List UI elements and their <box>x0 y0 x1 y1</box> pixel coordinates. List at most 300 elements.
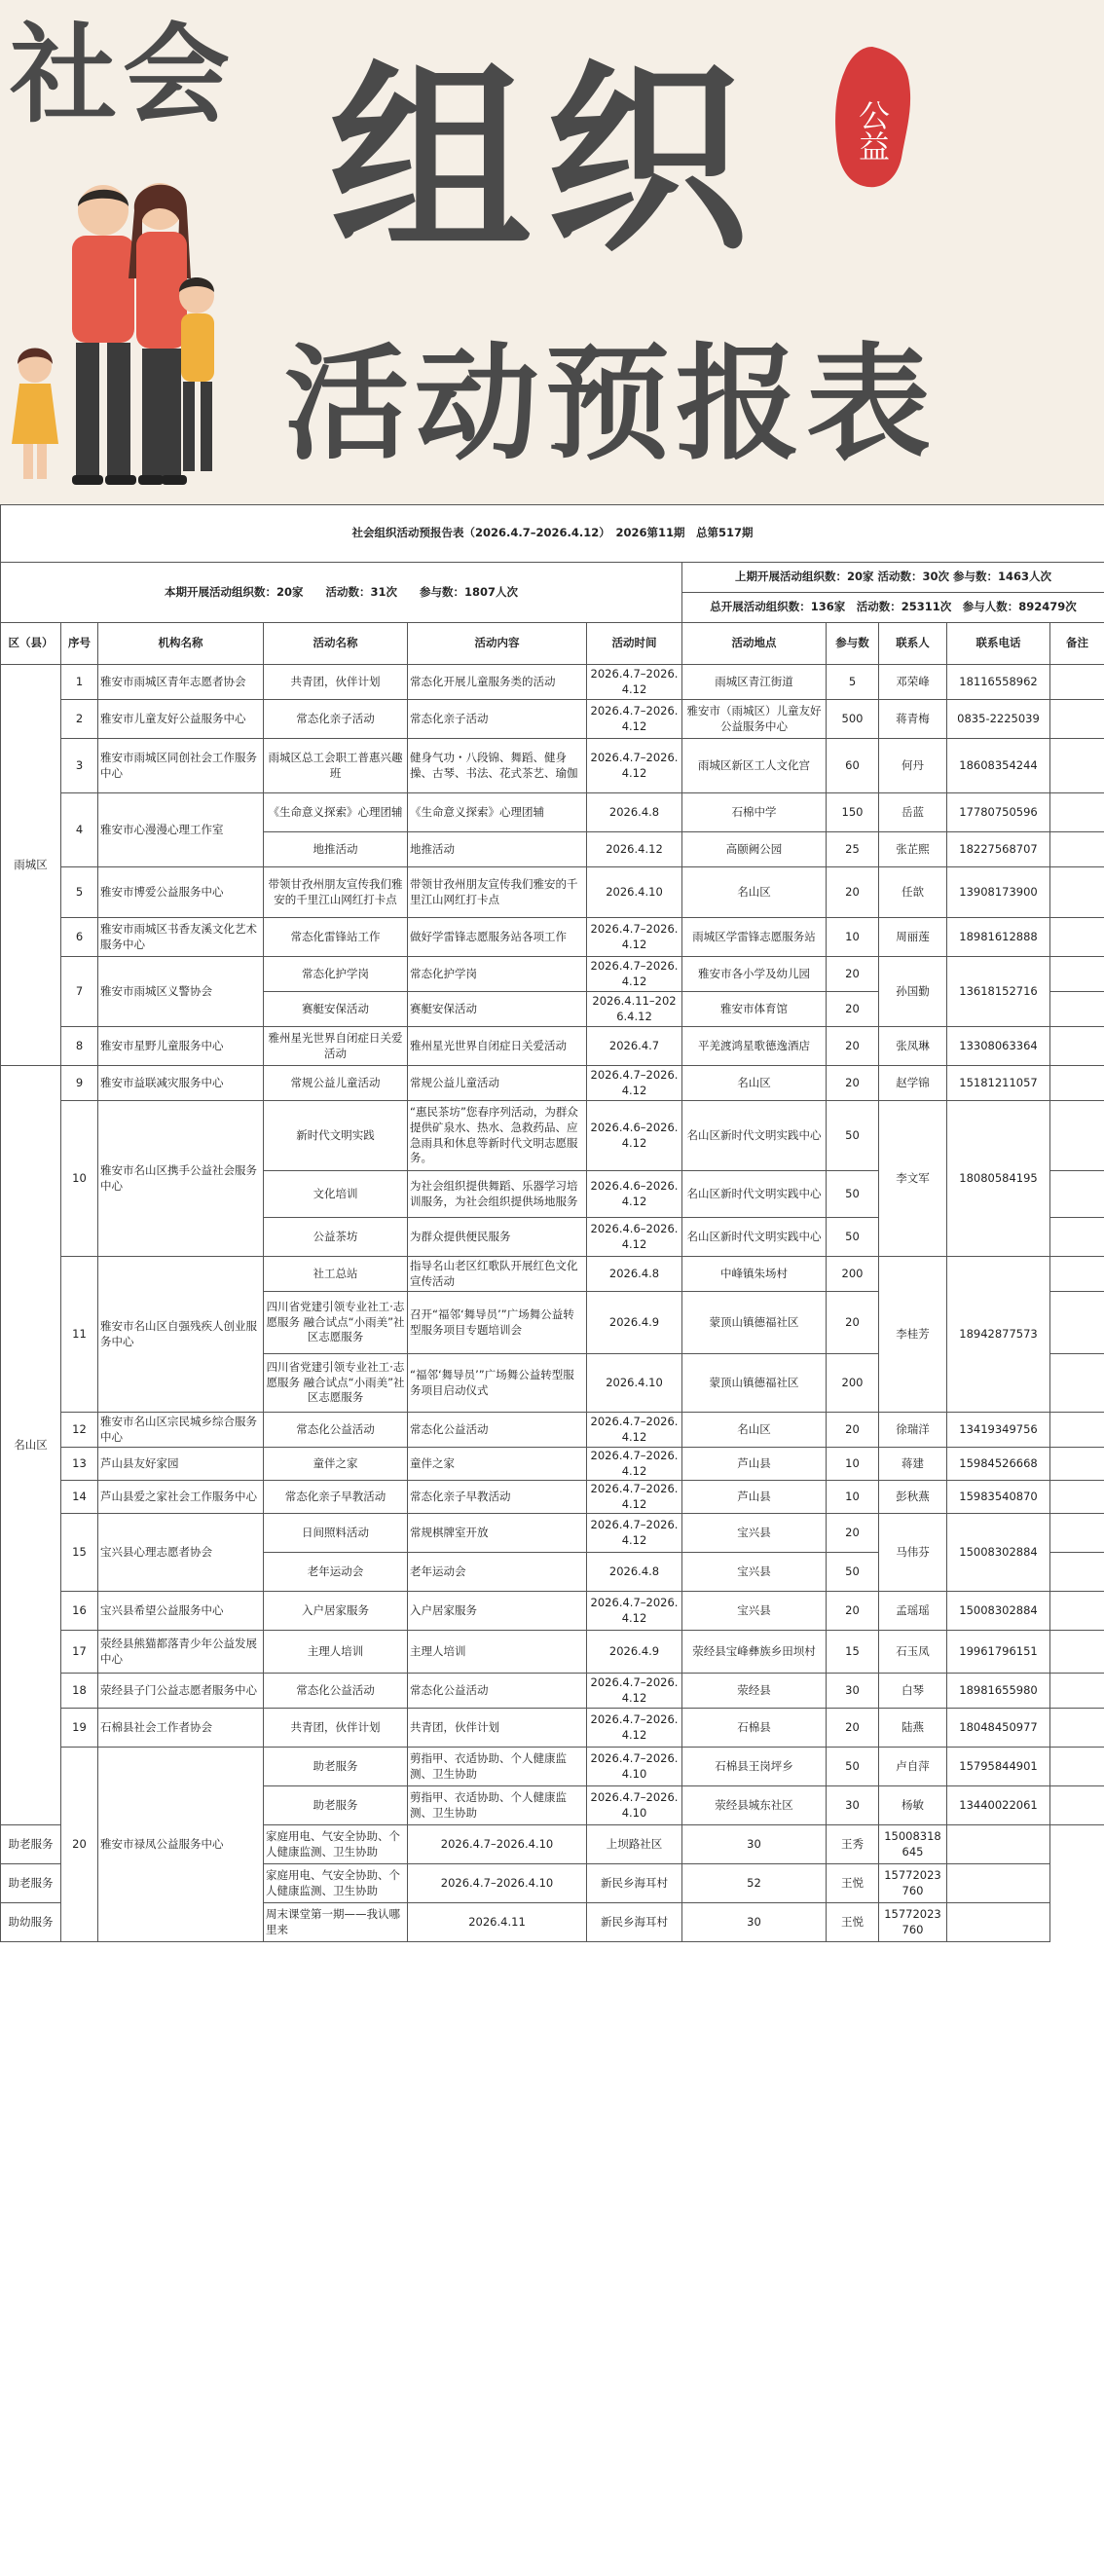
cell-phone: 18608354244 <box>947 739 1050 793</box>
cell-participants: 20 <box>827 867 879 918</box>
cell-place: 蒙顶山镇德福社区 <box>682 1354 827 1413</box>
cell-participants: 10 <box>827 918 879 957</box>
cell-contact: 王悦 <box>827 1903 879 1942</box>
cell-time: 2026.4.11 <box>408 1903 587 1942</box>
cell-activity: 共青团，伙伴计划 <box>264 1709 408 1748</box>
cell-place: 石棉县王岗坪乡 <box>682 1748 827 1786</box>
cell-content: 为群众提供便民服务 <box>408 1218 587 1257</box>
cell-org: 芦山县友好家园 <box>98 1448 264 1481</box>
cell-org: 雅安市禄凤公益服务中心 <box>98 1748 264 1942</box>
cell-phone: 13908173900 <box>947 867 1050 918</box>
cell-participants: 50 <box>827 1171 879 1218</box>
cell-participants: 15 <box>827 1631 879 1674</box>
cell-org: 宝兴县希望公益服务中心 <box>98 1592 264 1631</box>
cell-no: 18 <box>61 1674 98 1709</box>
cell-contact: 陆燕 <box>879 1709 947 1748</box>
cell-remark <box>1050 700 1104 739</box>
cell-time: 2026.4.8 <box>587 1553 682 1592</box>
cell-phone: 15983540870 <box>947 1481 1050 1514</box>
cell-remark <box>1050 1027 1104 1066</box>
cell-remark <box>1050 1786 1104 1825</box>
cell-content: 剪指甲、衣适协助、个人健康监测、卫生协助 <box>408 1786 587 1825</box>
cell-activity: 常态化公益活动 <box>264 1674 408 1709</box>
cell-place: 荥经县 <box>682 1674 827 1709</box>
cell-no: 1 <box>61 665 98 700</box>
cell-participants: 25 <box>827 832 879 867</box>
cell-org: 荥经县熊猫都落青少年公益发展中心 <box>98 1631 264 1674</box>
table-row <box>1 957 1104 992</box>
table-row <box>1 1101 1104 1171</box>
cell-content: 常态化亲子早教活动 <box>408 1481 587 1514</box>
cell-no: 9 <box>61 1066 98 1101</box>
cell-place: 宝兴县 <box>682 1592 827 1631</box>
cell-content: 地推活动 <box>408 832 587 867</box>
cell-no: 16 <box>61 1592 98 1631</box>
cell-remark <box>947 1903 1050 1942</box>
table-row <box>1 1514 1104 1553</box>
cell-time: 2026.4.12 <box>587 832 682 867</box>
cell-content: 常规公益儿童活动 <box>408 1066 587 1101</box>
cell-remark <box>1050 832 1104 867</box>
cell-activity: 助老服务 <box>264 1786 408 1825</box>
cell-contact: 任歆 <box>879 867 947 918</box>
cell-activity: 常态化亲子活动 <box>264 700 408 739</box>
cell-remark <box>1050 992 1104 1027</box>
cell-content: 指导名山老区红歌队开展红色文化宣传活动 <box>408 1257 587 1292</box>
cell-activity: 日间照料活动 <box>264 1514 408 1553</box>
cell-place: 宝兴县 <box>682 1553 827 1592</box>
cell-place: 雨城区学雷锋志愿服务站 <box>682 918 827 957</box>
cell-activity: 老年运动会 <box>264 1553 408 1592</box>
cell-time: 2026.4.7–2026.4.12 <box>587 957 682 992</box>
cell-org: 雅安市雨城区书香友溪文化艺术服务中心 <box>98 918 264 957</box>
seal-text: 公益 <box>854 99 891 162</box>
cell-participants: 30 <box>827 1674 879 1709</box>
cell-no: 5 <box>61 867 98 918</box>
cell-place: 宝兴县 <box>682 1514 827 1553</box>
cell-time: 2026.4.7 <box>587 1027 682 1066</box>
cell-participants: 52 <box>682 1864 827 1903</box>
cell-org: 雅安市雨城区青年志愿者协会 <box>98 665 264 700</box>
cell-place: 雅安市（雨城区）儿童友好公益服务中心 <box>682 700 827 739</box>
cell-no: 11 <box>61 1257 98 1413</box>
cell-phone: 18981655980 <box>947 1674 1050 1709</box>
cell-contact: 白琴 <box>879 1674 947 1709</box>
cell-contact: 徐瑞洋 <box>879 1413 947 1448</box>
header-phone: 联系电话 <box>947 623 1050 665</box>
cell-org: 雅安市雨城区同创社会工作服务中心 <box>98 739 264 793</box>
cell-org: 雅安市益联减灾服务中心 <box>98 1066 264 1101</box>
cell-content: 赛艇安保活动 <box>408 992 587 1027</box>
cell-remark <box>947 1825 1050 1864</box>
cell-place: 雨城区青江街道 <box>682 665 827 700</box>
cell-org: 雅安市名山区宗民城乡综合服务中心 <box>98 1413 264 1448</box>
cell-org: 荥经县子门公益志愿者服务中心 <box>98 1674 264 1709</box>
table-row <box>1 867 1104 918</box>
cell-participants: 60 <box>827 739 879 793</box>
cell-content: 为社会组织提供舞蹈、乐器学习培训服务，为社会组织提供场地服务 <box>408 1171 587 1218</box>
cell-content: 家庭用电、气安全协助、个人健康监测、卫生协助 <box>264 1864 408 1903</box>
cell-content: 常态化亲子活动 <box>408 700 587 739</box>
cell-phone: 15772023760 <box>879 1864 947 1903</box>
cell-time: 2026.4.10 <box>587 1354 682 1413</box>
cell-place: 新民乡海耳村 <box>587 1864 682 1903</box>
cell-phone: 13308063364 <box>947 1027 1050 1066</box>
cell-activity: 常态化护学岗 <box>264 957 408 992</box>
cell-no: 17 <box>61 1631 98 1674</box>
cell-participants: 5 <box>827 665 879 700</box>
cell-content: 做好学雷锋志愿服务站各项工作 <box>408 918 587 957</box>
cell-participants: 200 <box>827 1257 879 1292</box>
cell-content: 常态化公益活动 <box>408 1674 587 1709</box>
table-row <box>1 1592 1104 1631</box>
cell-no: 12 <box>61 1413 98 1448</box>
cell-remark <box>1050 739 1104 793</box>
cell-participants: 30 <box>682 1825 827 1864</box>
cell-district: 雨城区 <box>1 665 61 1066</box>
cell-no: 13 <box>61 1448 98 1481</box>
report-title: 社会组织活动预报告表（2026.4.7–2026.4.12） 2026第11期 总第517期 <box>1 505 1104 563</box>
cell-content: 健身气功・八段锦、舞蹈、健身操、古琴、书法、花式茶艺、瑜伽 <box>408 739 587 793</box>
cell-activity: 童伴之家 <box>264 1448 408 1481</box>
cell-time: 2026.4.10 <box>587 867 682 918</box>
cell-org: 雅安市名山区自强残疾人创业服务中心 <box>98 1257 264 1413</box>
cell-remark <box>1050 1218 1104 1257</box>
cell-remark <box>1050 1709 1104 1748</box>
cell-time: 2026.4.7–2026.4.12 <box>587 1592 682 1631</box>
cell-place: 上坝路社区 <box>587 1825 682 1864</box>
cell-district: 名山区 <box>1 1066 61 1825</box>
cell-phone: 19961796151 <box>947 1631 1050 1674</box>
cell-content: 召开“福邻‘舞导员’”广场舞公益转型服务项目专题培训会 <box>408 1292 587 1354</box>
cell-activity: 入户居家服务 <box>264 1592 408 1631</box>
cell-remark <box>947 1864 1050 1903</box>
cell-contact: 卢自萍 <box>879 1748 947 1786</box>
cell-participants: 30 <box>827 1786 879 1825</box>
cell-org: 雅安市心漫漫心理工作室 <box>98 793 264 867</box>
cell-participants: 20 <box>827 957 879 992</box>
cell-phone: 13618152716 <box>947 957 1050 1027</box>
cell-phone: 15181211057 <box>947 1066 1050 1101</box>
cell-contact: 王悦 <box>827 1864 879 1903</box>
banner-title-line2: 组织 <box>329 44 761 279</box>
cell-activity: 助老服务 <box>1 1864 61 1903</box>
cell-remark <box>1050 1257 1104 1292</box>
cell-org: 芦山县爱之家社会工作服务中心 <box>98 1481 264 1514</box>
cell-activity: 共青团，伙伴计划 <box>264 665 408 700</box>
cell-remark <box>1050 867 1104 918</box>
cell-org: 雅安市雨城区义警协会 <box>98 957 264 1027</box>
this-period-summary: 本期开展活动组织数：20家 活动数：31次 参与数：1807人次 <box>1 563 682 623</box>
banner <box>0 0 1104 504</box>
cell-contact: 邓荣峰 <box>879 665 947 700</box>
cell-time: 2026.4.6–2026.4.12 <box>587 1171 682 1218</box>
cell-time: 2026.4.9 <box>587 1631 682 1674</box>
cell-contact: 周丽莲 <box>879 918 947 957</box>
cell-contact: 赵学锦 <box>879 1066 947 1101</box>
cell-content: 老年运动会 <box>408 1553 587 1592</box>
cell-place: 中峰镇朱场村 <box>682 1257 827 1292</box>
cell-time: 2026.4.7–2026.4.12 <box>587 1448 682 1481</box>
banner-title-line3: 活动预报表 <box>284 332 938 477</box>
cell-place: 芦山县 <box>682 1448 827 1481</box>
table-row <box>1 1748 1104 1786</box>
cell-activity: 社工总站 <box>264 1257 408 1292</box>
cell-phone: 18981612888 <box>947 918 1050 957</box>
cell-participants: 20 <box>827 1592 879 1631</box>
table-row <box>1 918 1104 957</box>
table-row <box>1 1066 1104 1101</box>
cell-phone: 15772023760 <box>879 1903 947 1942</box>
family-illustration <box>6 171 239 498</box>
cell-remark <box>1050 1631 1104 1674</box>
cell-activity: 主理人培训 <box>264 1631 408 1674</box>
table-row <box>1 739 1104 793</box>
banner-title-line1: 社会 <box>10 13 236 137</box>
cell-place: 雅安市体育馆 <box>682 992 827 1027</box>
table-row <box>1 1481 1104 1514</box>
cell-participants: 20 <box>827 992 879 1027</box>
header-contact: 联系人 <box>879 623 947 665</box>
cell-activity: 常规公益儿童活动 <box>264 1066 408 1101</box>
cell-content: 常态化公益活动 <box>408 1413 587 1448</box>
header-participants: 参与数 <box>827 623 879 665</box>
cell-activity: 常态化公益活动 <box>264 1413 408 1448</box>
cell-no: 19 <box>61 1709 98 1748</box>
cell-no: 14 <box>61 1481 98 1514</box>
cell-content: 雅州星光世界自闭症日关爱活动 <box>408 1027 587 1066</box>
cell-participants: 20 <box>827 1413 879 1448</box>
cell-time: 2026.4.6–2026.4.12 <box>587 1218 682 1257</box>
cell-participants: 150 <box>827 793 879 832</box>
cell-time: 2026.4.7–2026.4.12 <box>587 1674 682 1709</box>
cell-remark <box>1050 957 1104 992</box>
cell-activity: 新时代文明实践 <box>264 1101 408 1171</box>
cell-time: 2026.4.7–2026.4.12 <box>587 1514 682 1553</box>
cell-no: 20 <box>61 1748 98 1942</box>
cell-participants: 50 <box>827 1748 879 1786</box>
cell-participants: 200 <box>827 1354 879 1413</box>
cell-org: 宝兴县心理志愿者协会 <box>98 1514 264 1592</box>
cell-place: 名山区新时代文明实践中心 <box>682 1101 827 1171</box>
cell-place: 名山区 <box>682 867 827 918</box>
cell-contact: 何丹 <box>879 739 947 793</box>
table-header-row <box>1 623 1104 665</box>
cell-content: 入户居家服务 <box>408 1592 587 1631</box>
cell-time: 2026.4.7–2026.4.12 <box>587 665 682 700</box>
header-no: 序号 <box>61 623 98 665</box>
cell-time: 2026.4.8 <box>587 1257 682 1292</box>
header-content: 活动内容 <box>408 623 587 665</box>
cell-no: 10 <box>61 1101 98 1257</box>
cell-content: 常态化护学岗 <box>408 957 587 992</box>
cell-content: 常态化开展儿童服务类的活动 <box>408 665 587 700</box>
table-row <box>1 1709 1104 1748</box>
cell-org: 雅安市博爱公益服务中心 <box>98 867 264 918</box>
header-district: 区（县） <box>1 623 61 665</box>
cell-time: 2026.4.7–2026.4.10 <box>587 1786 682 1825</box>
cell-remark <box>1050 793 1104 832</box>
header-place: 活动地点 <box>682 623 827 665</box>
cell-remark <box>1050 1354 1104 1413</box>
cell-no: 7 <box>61 957 98 1027</box>
cell-remark <box>1050 1292 1104 1354</box>
cell-no: 8 <box>61 1027 98 1066</box>
cell-remark <box>1050 1066 1104 1101</box>
cell-phone: 15008302884 <box>947 1592 1050 1631</box>
cell-phone: 15008318645 <box>879 1825 947 1864</box>
cell-participants: 20 <box>827 1027 879 1066</box>
cell-activity: 四川省党建引领专业社工·志愿服务 融合试点“小雨美”社区志愿服务 <box>264 1354 408 1413</box>
cell-time: 2026.4.7–2026.4.10 <box>408 1864 587 1903</box>
cell-time: 2026.4.9 <box>587 1292 682 1354</box>
cell-time: 2026.4.7–2026.4.12 <box>587 918 682 957</box>
cell-time: 2026.4.7–2026.4.12 <box>587 1709 682 1748</box>
cell-remark <box>1050 1171 1104 1218</box>
cell-content: 剪指甲、衣适协助、个人健康监测、卫生协助 <box>408 1748 587 1786</box>
cell-remark <box>1050 1748 1104 1786</box>
cell-contact: 王秀 <box>827 1825 879 1864</box>
cell-content: 周末课堂第一期——我认哪里来 <box>264 1903 408 1942</box>
cell-phone: 13419349756 <box>947 1413 1050 1448</box>
cell-remark <box>1050 1101 1104 1171</box>
cell-activity: 赛艇安保活动 <box>264 992 408 1027</box>
cell-place: 平羌渡鸿星歌德逸酒店 <box>682 1027 827 1066</box>
header-org: 机构名称 <box>98 623 264 665</box>
cell-participants: 50 <box>827 1553 879 1592</box>
cell-org: 雅安市名山区携手公益社会服务中心 <box>98 1101 264 1257</box>
cell-activity: 常态化亲子早教活动 <box>264 1481 408 1514</box>
cell-participants: 20 <box>827 1514 879 1553</box>
cell-place: 荥经县宝峰彝族乡田坝村 <box>682 1631 827 1674</box>
cell-place: 高颐阙公园 <box>682 832 827 867</box>
cell-place: 荥经县城东社区 <box>682 1786 827 1825</box>
table-row <box>1 1413 1104 1448</box>
cell-place: 雨城区新区工人文化宫 <box>682 739 827 793</box>
cell-time: 2026.4.7–2026.4.12 <box>587 1066 682 1101</box>
cell-remark <box>1050 1514 1104 1553</box>
total-summary: 总开展活动组织数：136家 活动数：25311次 参与人数：892479次 <box>682 593 1104 623</box>
cell-org: 石棉县社会工作者协会 <box>98 1709 264 1748</box>
table-row <box>1 1027 1104 1066</box>
table-row <box>1 793 1104 832</box>
cell-activity: 地推活动 <box>264 832 408 867</box>
cell-no: 6 <box>61 918 98 957</box>
cell-content: “惠民茶坊”您春序列活动，为群众提供矿泉水、热水、急救药品、应急雨具和休息等新时代文明志愿服务。 <box>408 1101 587 1171</box>
cell-contact: 马伟芬 <box>879 1514 947 1592</box>
cell-place: 名山区 <box>682 1066 827 1101</box>
cell-phone: 13440022061 <box>947 1786 1050 1825</box>
cell-time: 2026.4.6–2026.4.12 <box>587 1101 682 1171</box>
cell-no: 15 <box>61 1514 98 1592</box>
cell-participants: 50 <box>827 1218 879 1257</box>
cell-time: 2026.4.7–2026.4.10 <box>587 1748 682 1786</box>
cell-org: 雅安市儿童友好公益服务中心 <box>98 700 264 739</box>
table-row <box>1 665 1104 700</box>
cell-remark <box>1050 1413 1104 1448</box>
cell-contact: 蒋建 <box>879 1448 947 1481</box>
cell-contact: 蒋青梅 <box>879 700 947 739</box>
cell-participants: 50 <box>827 1101 879 1171</box>
cell-contact: 杨敏 <box>879 1786 947 1825</box>
cell-participants: 20 <box>827 1292 879 1354</box>
cell-no: 2 <box>61 700 98 739</box>
cell-phone: 18942877573 <box>947 1257 1050 1413</box>
report-table <box>0 504 1104 1942</box>
cell-remark <box>1050 1674 1104 1709</box>
cell-activity: 四川省党建引领专业社工·志愿服务 融合试点“小雨美”社区志愿服务 <box>264 1292 408 1354</box>
cell-participants: 20 <box>827 1709 879 1748</box>
cell-contact: 李文军 <box>879 1101 947 1257</box>
cell-contact: 李桂芳 <box>879 1257 947 1413</box>
cell-place: 芦山县 <box>682 1481 827 1514</box>
cell-contact: 石玉凤 <box>879 1631 947 1674</box>
cell-remark <box>1050 1448 1104 1481</box>
cell-activity: 带领甘孜州朋友宣传我们雅安的千里江山网红打卡点 <box>264 867 408 918</box>
cell-contact: 张芷熙 <box>879 832 947 867</box>
cell-activity: 助老服务 <box>1 1825 61 1864</box>
table-row <box>1 1674 1104 1709</box>
cell-phone: 18227568707 <box>947 832 1050 867</box>
cell-contact: 张凤琳 <box>879 1027 947 1066</box>
cell-remark <box>1050 1592 1104 1631</box>
table-row <box>1 1257 1104 1292</box>
cell-participants: 20 <box>827 1066 879 1101</box>
cell-content: 家庭用电、气安全协助、个人健康监测、卫生协助 <box>264 1825 408 1864</box>
cell-phone: 18080584195 <box>947 1101 1050 1257</box>
cell-activity: 助幼服务 <box>1 1903 61 1942</box>
cell-participants: 10 <box>827 1481 879 1514</box>
cell-phone: 18116558962 <box>947 665 1050 700</box>
cell-activity: 雨城区总工会职工普惠兴趣班 <box>264 739 408 793</box>
cell-content: 童伴之家 <box>408 1448 587 1481</box>
cell-content: 主理人培训 <box>408 1631 587 1674</box>
cell-participants: 500 <box>827 700 879 739</box>
cell-activity: 雅州星光世界自闭症日关爱活动 <box>264 1027 408 1066</box>
cell-place: 新民乡海耳村 <box>587 1903 682 1942</box>
cell-participants: 30 <box>682 1903 827 1942</box>
cell-phone: 15008302884 <box>947 1514 1050 1592</box>
cell-activity: 公益茶坊 <box>264 1218 408 1257</box>
cell-place: 石棉中学 <box>682 793 827 832</box>
cell-contact: 岳蓝 <box>879 793 947 832</box>
cell-place: 蒙顶山镇德福社区 <box>682 1292 827 1354</box>
cell-phone: 18048450977 <box>947 1709 1050 1748</box>
cell-time: 2026.4.7–2026.4.10 <box>408 1825 587 1864</box>
table-row <box>1 1631 1104 1674</box>
cell-remark <box>1050 1481 1104 1514</box>
cell-participants: 10 <box>827 1448 879 1481</box>
cell-time: 2026.4.11–2026.4.12 <box>587 992 682 1027</box>
report-sheet <box>0 504 1104 1942</box>
cell-place: 石棉县 <box>682 1709 827 1748</box>
table-row <box>1 700 1104 739</box>
last-period-summary: 上期开展活动组织数：20家 活动数：30次 参与数：1463人次 <box>682 563 1104 593</box>
cell-time: 2026.4.7–2026.4.12 <box>587 700 682 739</box>
cell-place: 名山区 <box>682 1413 827 1448</box>
header-remark: 备注 <box>1050 623 1104 665</box>
cell-contact: 孙国勤 <box>879 957 947 1027</box>
cell-org: 雅安市星野儿童服务中心 <box>98 1027 264 1066</box>
cell-activity: 常态化雷锋站工作 <box>264 918 408 957</box>
cell-content: 《生命意义探索》心理团辅 <box>408 793 587 832</box>
header-activity: 活动名称 <box>264 623 408 665</box>
cell-content: 常规棋牌室开放 <box>408 1514 587 1553</box>
cell-phone: 17780750596 <box>947 793 1050 832</box>
cell-content: 共青团，伙伴计划 <box>408 1709 587 1748</box>
cell-time: 2026.4.7–2026.4.12 <box>587 1481 682 1514</box>
cell-contact: 彭秋燕 <box>879 1481 947 1514</box>
